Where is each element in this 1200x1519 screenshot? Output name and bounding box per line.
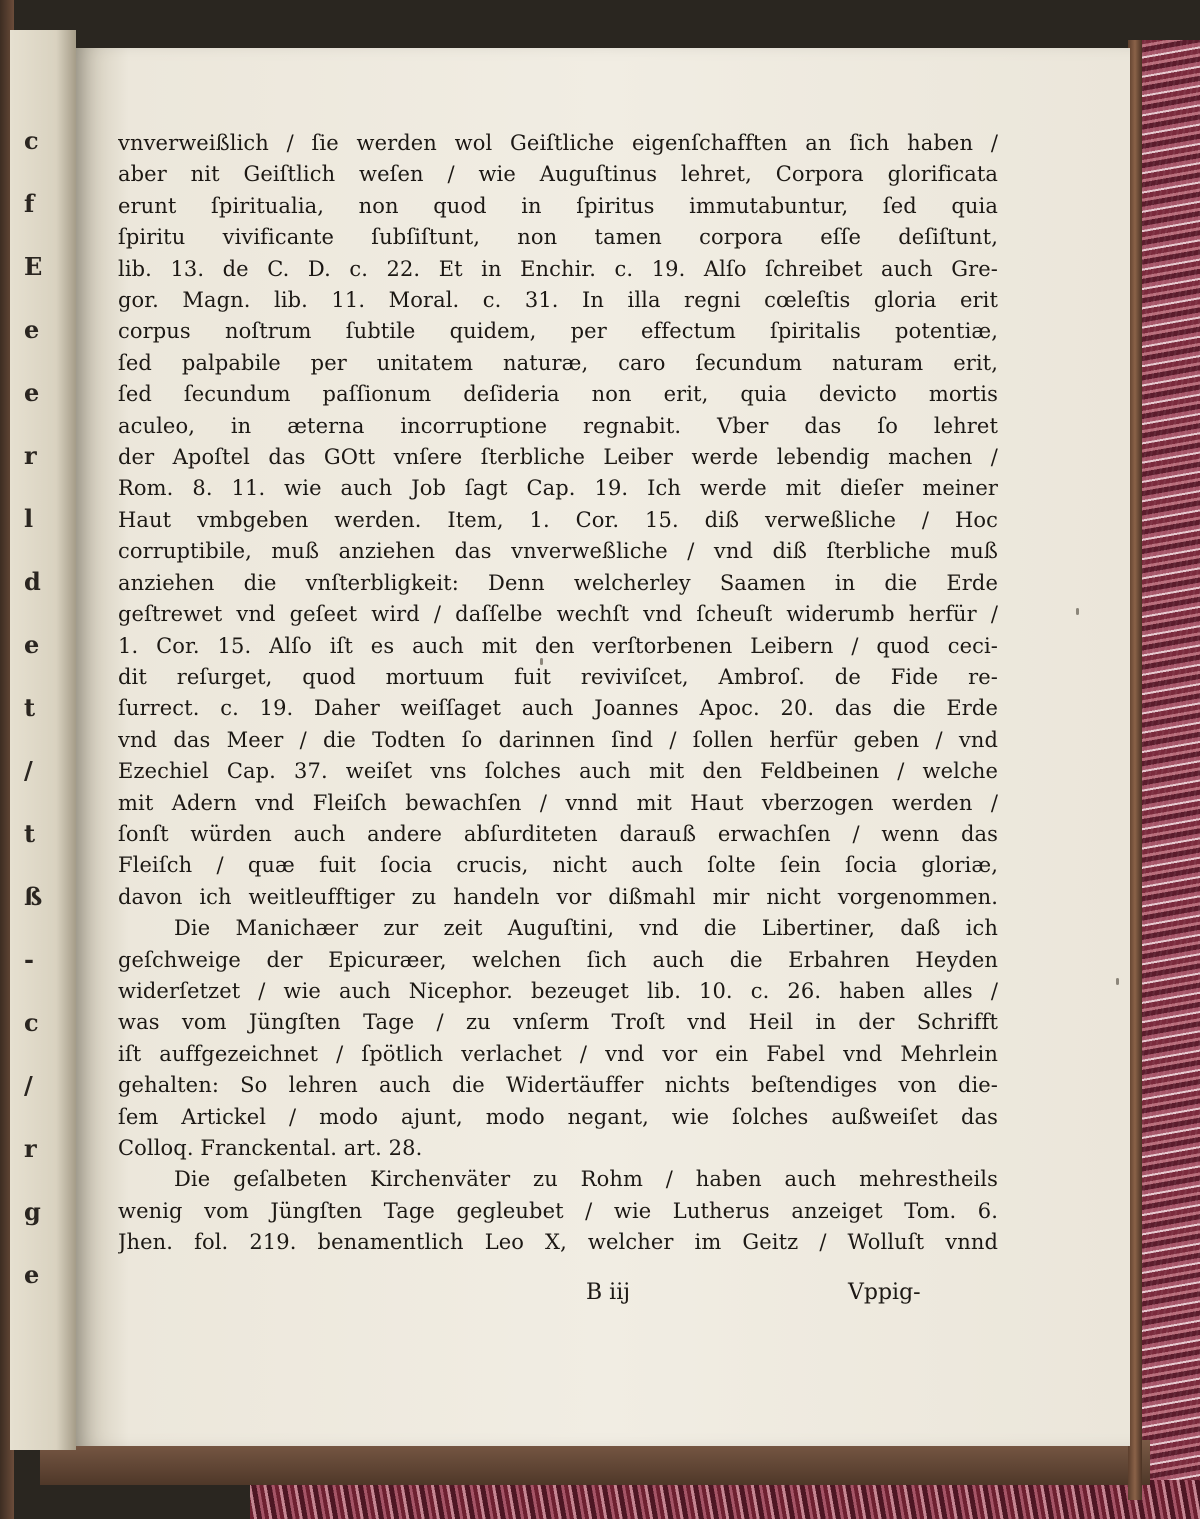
text-line: dit reſurget, quod mortuum fuit reviviſcet, Ambroſ. de Fide re-: [118, 664, 998, 689]
text-line: vnd das Meer / die Todten ſo darinnen ſind / ſollen herfür geben / vnd: [118, 727, 998, 752]
left-page-fragment: r: [24, 441, 37, 470]
left-page-fragment: g: [24, 1197, 41, 1226]
text-line: aber nit Geiſtlich weſen / wie Auguſtinus lehret, Corpora glorificata: [118, 162, 998, 187]
text-line: Fleiſch / quæ fuit ſocia crucis, nicht auch ſolte ſein ſocia gloriæ,: [118, 853, 998, 878]
text-line: Die geſalbeten Kirchenväter zu Rohm / haben auch mehrestheils: [174, 1167, 998, 1192]
text-line: Colloq. Franckental. art. 28.: [118, 1136, 423, 1160]
text-line: 1. Cor. 15. Alſo iſt es auch mit den verſtorbenen Leibern / quod ceci-: [118, 633, 998, 658]
text-line: gor. Magn. lib. 11. Moral. c. 31. In illa regni cœleſtis gloria erit: [118, 288, 998, 313]
text-line: ſed ſecundum paſſionum deſideria non erit, quia devicto mortis: [118, 382, 998, 407]
paper-speck: [1076, 608, 1079, 615]
left-page-fragment: e: [24, 630, 40, 659]
text-line: wenig vom Jüngſten Tage gegleubet / wie Lutherus anzeiget Tom. 6.: [118, 1198, 998, 1223]
book-page: [76, 48, 1130, 1446]
left-page-fragment: /: [24, 756, 33, 785]
text-line: geſtrewet vnd geſeet wird / daſſelbe wechſt vnd ſcheuſt widerumb herfür /: [118, 602, 998, 627]
text-line: ſed palpabile per unitatem naturæ, caro ſecundum naturam erit,: [118, 350, 998, 375]
left-page-fragment: E: [24, 252, 43, 281]
text-line: widerſetzet / wie auch Nicephor. bezeuget lib. 10. c. 26. haben alles /: [118, 978, 998, 1003]
left-page-fragment: l: [24, 504, 34, 533]
previous-page-edge: [10, 30, 76, 1450]
text-line: geſchweige der Epicuræer, welchen ſich auch die Erbahren Heyden: [118, 947, 998, 972]
left-page-fragment: c: [24, 126, 39, 155]
text-line: davon ich weitleufftiger zu handeln vor dißmahl mir nicht vorgenommen.: [118, 884, 998, 909]
text-line: ſpiritu vivificante ſubſiſtunt, non tamen corpora eſſe deſiſtunt,: [118, 225, 998, 250]
text-line: vnverweißlich / ſie werden wol Geiſtliche eigenſchafften an ſich haben /: [118, 131, 998, 155]
text-line: erunt ſpiritualia, non quod in ſpiritus immutabuntur, ſed quia: [118, 193, 998, 218]
text-line: Ezechiel Cap. 37. weiſet vns ſolches auch mit den Feldbeinen / welche: [118, 759, 998, 784]
left-page-fragment: e: [24, 378, 40, 407]
text-line: was vom Jüngſten Tage / zu vnſerm Troſt vnd Heil in der Schrifft: [118, 1010, 998, 1035]
left-page-fragment: t: [24, 819, 36, 848]
signature-mark: B iij: [586, 1280, 631, 1305]
text-line: ſonſt würden auch andere abſurditeten darauß erwachſen / wenn das: [118, 821, 998, 846]
text-line: anziehen die vnſterbligkeit: Denn welcherley Saamen in die Erde: [118, 570, 998, 595]
marbled-edge-bottom: [250, 1480, 1200, 1519]
text-line: der Apoſtel das GOtt vnſere ſterbliche Leiber werde lebendig machen /: [118, 445, 998, 470]
left-page-fragment: r: [24, 1134, 37, 1163]
left-page-fragment: ß: [24, 882, 43, 911]
catchword: Vppig-: [848, 1280, 921, 1305]
text-line: lib. 13. de C. D. c. 22. Et in Enchir. c. 19. Alſo ſchreibet auch Gre-: [118, 256, 998, 281]
text-line: corruptibile, muß anziehen das vnverweßliche / vnd diß ſterbliche muß: [118, 539, 998, 564]
text-line: corpus noſtrum ſubtile quidem, per effectum ſpiritalis potentiæ,: [118, 319, 998, 344]
text-line: Haut vmbgeben werden. Item, 1. Cor. 15. diß verweßliche / Hoc: [118, 507, 998, 532]
paper-speck: [1116, 978, 1119, 985]
text-line: mit Adern vnd Fleiſch bewachſen / vnnd mit Haut vberzogen werden /: [118, 790, 998, 815]
book-cover-bottom: [40, 1440, 1150, 1485]
text-line: Die Manichæer zur zeit Auguſtini, vnd die Libertiner, daß ich: [174, 916, 998, 941]
text-line: ſurrect. c. 19. Daher weiſſaget auch Joannes Apoc. 20. das die Erde: [118, 696, 998, 721]
book-cover-right-edge: [1128, 40, 1142, 1500]
left-page-fragment: f: [24, 189, 35, 218]
left-page-fragment: t: [24, 693, 36, 722]
page-text: [118, 128, 998, 1259]
text-line: Rom. 8. 11. wie auch Job ſagt Cap. 19. Ich werde mit dieſer meiner: [118, 476, 998, 501]
text-line: aculeo, in æterna incorruptione regnabit. Vber das ſo lehret: [118, 413, 998, 438]
paper-speck: [540, 658, 543, 665]
left-page-fragment: e: [24, 315, 40, 344]
text-line: iſt auffgezeichnet / ſpötlich verlachet / vnd vor ein Fabel vnd Mehrlein: [118, 1041, 998, 1066]
left-page-fragment: d: [24, 567, 41, 596]
left-page-fragment: c: [24, 1008, 39, 1037]
left-page-fragment: e: [24, 1260, 40, 1289]
marbled-endpaper: [1138, 40, 1200, 1500]
left-page-fragment: /: [24, 1071, 33, 1100]
text-line: gehalten: So lehren auch die Widertäuffer nichts beſtendiges von die-: [118, 1073, 998, 1098]
text-line: ſem Artickel / modo ajunt, modo negant, wie ſolches außweiſet das: [118, 1104, 998, 1129]
left-page-fragment: -: [24, 945, 34, 974]
text-line: Jhen. fol. 219. benamentlich Leo X, welcher im Geitz / Wolluſt vnnd: [118, 1230, 998, 1255]
